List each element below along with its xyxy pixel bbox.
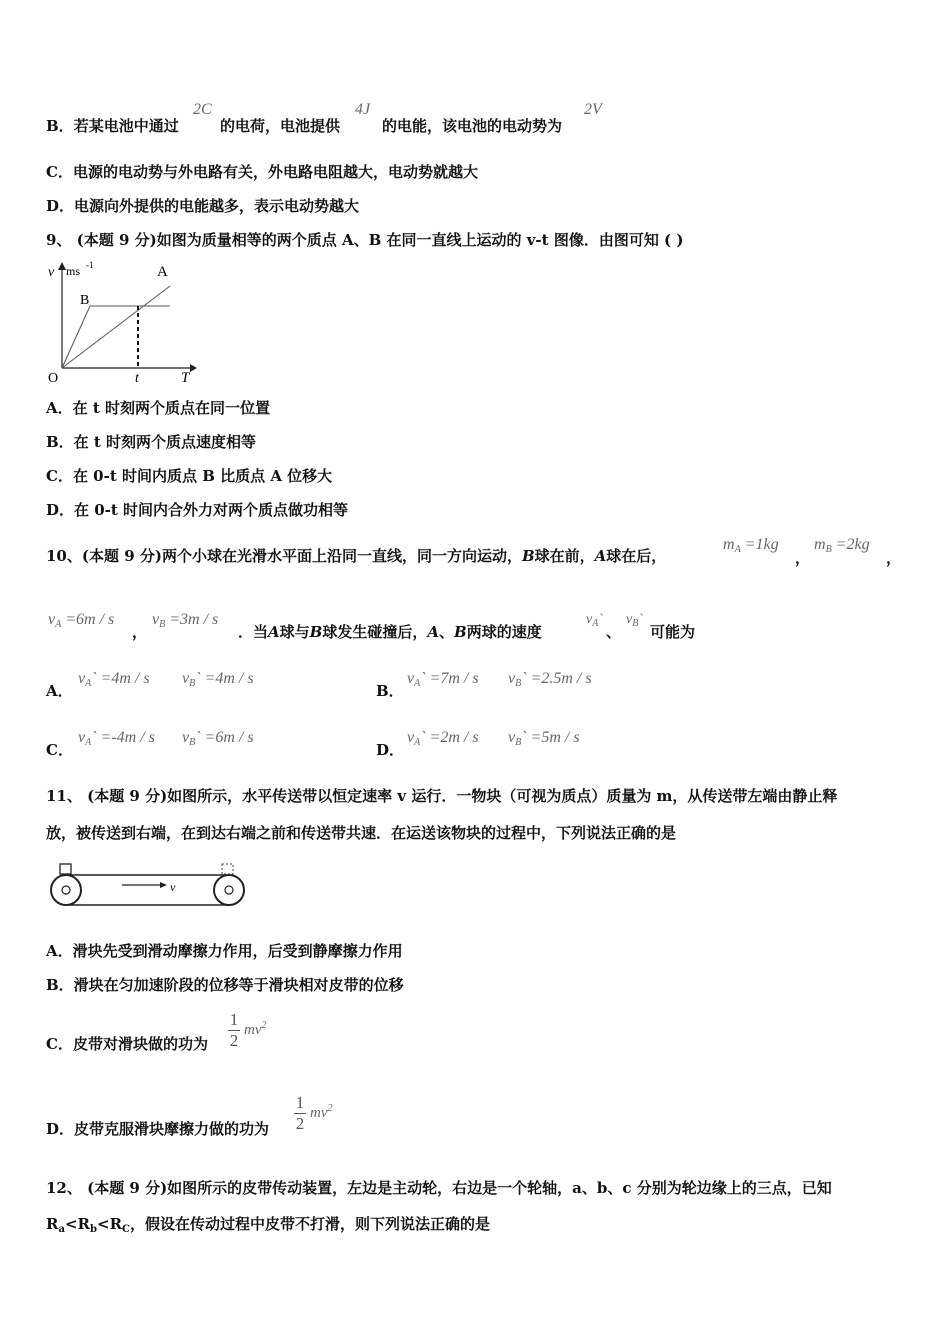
x-axis-arrow [190, 364, 197, 372]
q10-option-d-va: $v_A` =2m / s$ [407, 729, 479, 748]
q8-math-2v: 2V [584, 101, 602, 118]
q10-comma-2: ， [886, 549, 902, 567]
q10-va-prime: $v_A`$ [586, 612, 603, 629]
q9-option-c: C．在 0-t 时间内质点 B 比质点 A 位移大 [46, 467, 333, 485]
q11-option-c: C．皮带对滑块做的功为 [46, 1035, 208, 1053]
q8-option-c: C．电源的电动势与外电路有关，外电路电阻越大，电动势就越大 [46, 163, 478, 181]
velocity-arrowhead [160, 882, 167, 888]
q10-option-a-va: $v_A` =4m / s$ [78, 670, 150, 689]
q10-option-c-label: C． [46, 741, 73, 759]
q8-math-2c: 2C [193, 101, 212, 118]
line-a [62, 286, 170, 368]
y-unit: ms [66, 264, 81, 278]
pulley-left [51, 875, 81, 905]
tick-t: t [135, 371, 139, 386]
q10-option-d-vb: $v_B` =5m / s$ [508, 729, 580, 748]
q11-stem-line2: 放，被传送到右端，在到达右端之前和传送带共速．在运送该物块的过程中，下列说法正确的是 [46, 824, 677, 842]
line-b-rise [62, 306, 90, 368]
q11-conveyor-figure [46, 860, 250, 914]
label-a: A [157, 264, 168, 280]
q11-stem-line1: 11、 (本题 9 分)如图所示，水平传送带以恒定速率 v 运行．一物块（可视为质点）质量为 m，从传送带左端由静止释 [46, 787, 838, 805]
q10-option-c-vb: $v_B` =6m / s$ [182, 729, 254, 748]
q10-option-b-vb: $v_B` =2.5m / s$ [508, 670, 592, 689]
q11-option-d-mv2: $mv^2$ [310, 1103, 333, 1121]
q8-option-d: D．电源向外提供的电能越多，表示电动势越大 [46, 197, 360, 215]
y-label: v [48, 265, 55, 280]
q12-stem-line2: $R_a<R_b<R_C$，假设在传动过程中皮带不打滑，则下列说法正确的是 [46, 1215, 491, 1235]
x-label: T [181, 370, 190, 386]
q10-velocity-a: $v_A =6m / s$ [48, 611, 115, 630]
q10-stem-line2: ．当A球与B球发生碰撞后，A、B两球的速度 [238, 623, 542, 641]
q8-math-4j: 4J [355, 101, 371, 118]
pulley-right-hub [225, 886, 233, 894]
q10-stem-line1: 10、(本题 9 分)两个小球在光滑水平面上沿同一直线，同一方向运动，B球在前，A球在后， [46, 547, 667, 565]
q9-option-b: B．在 t 时刻两个质点速度相等 [46, 433, 257, 451]
q10-velocity-b: $v_B =3m / s$ [152, 611, 219, 630]
q10-option-a-label: A． [46, 682, 73, 700]
q10-mass-a: $m_A =1kg$ [723, 536, 779, 555]
pulley-left-hub [62, 886, 70, 894]
q9-stem: 9、 (本题 9 分)如图为质量相等的两个质点 A、B 在同一直线上运动的 v-t 图像．由图可知 ( ) [46, 231, 684, 249]
q9-option-a: A．在 t 时刻两个质点在同一位置 [46, 399, 271, 417]
q10-comma-1: ， [795, 549, 811, 567]
q9-option-d: D．在 0-t 时间内合外力对两个质点做功相等 [46, 501, 349, 519]
block-right [222, 864, 233, 874]
q11-option-b: B．滑块在匀加速阶段的位移等于滑块相对皮带的位移 [46, 976, 404, 994]
q8-option-b-text3: 的电能，该电池的电动势为 [382, 117, 563, 135]
q10-option-b-label: B． [376, 682, 404, 700]
pulley-right [214, 875, 244, 905]
y-unit-exp: -1 [86, 260, 94, 270]
q10-option-d-label: D． [376, 741, 405, 759]
q10-mass-b: $m_B =2kg$ [814, 536, 870, 555]
q10-stem-end: 可能为 [650, 623, 696, 641]
q8-option-b: B．若某电池中通过 [46, 117, 179, 135]
q11-option-a: A．滑块先受到滑动摩擦力作用，后受到静摩擦力作用 [46, 942, 403, 960]
q11-option-c-mv2: $mv^2$ [244, 1020, 267, 1038]
q10-option-a-vb: $v_B` =4m / s$ [182, 670, 254, 689]
block-left [60, 864, 71, 874]
q12-stem-line1: 12、 (本题 9 分)如图所示的皮带传动装置，左边是主动轮，右边是一个轮轴，a、b、c 分别为轮边缘上的三点，已知 [46, 1179, 832, 1197]
q9-vt-graph [44, 258, 204, 386]
q8-option-b-text2: 的电荷，电池提供 [220, 117, 341, 135]
origin-label: O [48, 371, 59, 386]
q10-sep: 、 [606, 623, 622, 641]
velocity-label: v [170, 880, 176, 894]
q11-option-d-fraction: 1 2 [295, 1093, 305, 1133]
q11-option-d: D．皮带克服滑块摩擦力做的功为 [46, 1120, 270, 1138]
q10-vb-prime: $v_B`$ [626, 612, 643, 629]
label-b: B [80, 293, 90, 308]
q10-option-b-va: $v_A` =7m / s$ [407, 670, 479, 689]
q11-option-c-fraction: 1 2 [229, 1010, 239, 1050]
y-axis-arrow [58, 262, 66, 270]
q10-comma-3: ， [132, 623, 148, 641]
q10-option-c-va: $v_A` =-4m / s$ [78, 729, 155, 748]
